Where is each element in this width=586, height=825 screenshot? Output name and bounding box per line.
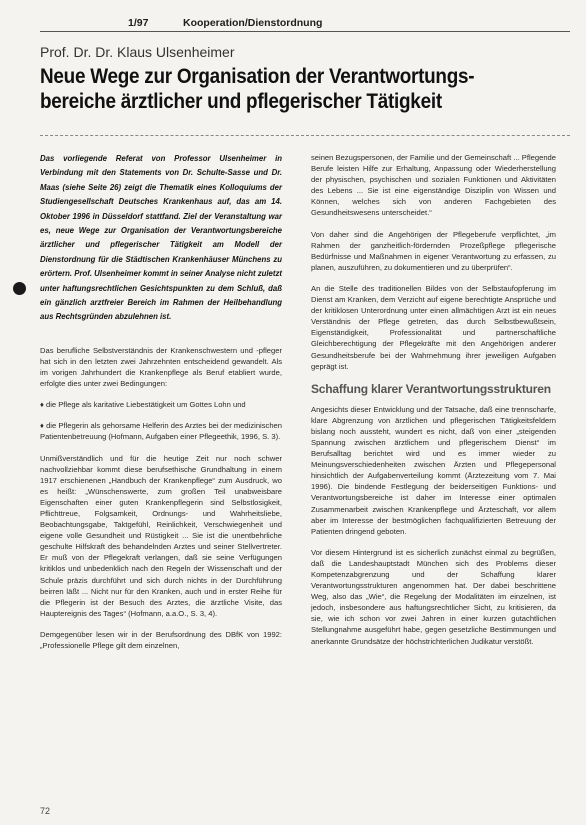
body-paragraph: Unmißverständlich und für die heutige Zeit nur noch schwer nachvollziehbar kommt diese berufsethische Grundhaltung in einem 1917 erschienenen „Handbuch der Krankenpflege“ zum Ausdruck, wo es heißt: „Wünschenswerte, zum großen Teil unabweisbare Eigenschaften einer guten Krankenpflegerin sind Selbstlosigkeit, Pflichttreue, Folgsamkeit, Ordnungs- und Wahrheitsliebe, Beobachtungsgabe, Taktgefühl, Reinlichkeit, Verschwiegenheit und eigene volle Gesundheit und Rüstigkeit ... Sie ist die unentbehrliche geschulte Hilfskraft des behandelnden Arztes und seiner Stellvertreter. Er muß von der Pflegekraft verlangen, daß sie seine Verfügungen kritiklos und unbedenklich nach den Regeln der Wissenschaft und der Schule präzis durchführt und sich durch nichts in der Durchführung beirren läßt ... Nicht nur für den Kranken, auch und in erster Reihe für die Pflegerin ist der Besuch des Arztes, die ärztliche Visite, das Hauptereignis des Tages“ (Hofmann, a.a.O., S. 3, 4). xyxy=(40,453,282,618)
body-paragraph: Vor diesem Hintergrund ist es sicherlich zunächst einmal zu begrüßen, daß die Landeshauptstadt München sich des Problems dieser Kompetenzabgrenzung und der Schaffung klarer Verantwortungsstrukturen angenommen hat. Der dabei beschrittene Weg, also das „Wie“, die Regelung der Modalitäten im einzelnen, ist jedoch, insbesondere aus haftungsrechtlicher Sicht, zu kritisieren, da sie, wie ich schon vor zwei Jahren in einer kurzen gutachtlichen Stellungnahme ausgeführt habe, gegen gesetzliche Bestimmungen und anerkannte Grundsätze der höchstrichterlichen Judikatur verstößt. xyxy=(311,547,556,646)
running-header xyxy=(20,14,570,32)
header-rule xyxy=(40,31,570,32)
right-column xyxy=(311,152,556,657)
section-title: Kooperation/Dienstordnung xyxy=(183,17,323,29)
title-rule xyxy=(40,135,570,136)
body-paragraph: Das berufliche Selbstverständnis der Krankenschwestern und -pfleger hat sich in den letzten zwei Jahrzehnten entscheidend gewandelt. Als im vorigen Jahrhundert die Krankenpflege als Beruf etabliert wurde, erfolgte dies unter zwei Bedingungen: xyxy=(40,345,282,389)
body-paragraph: An die Stelle des traditionellen Bildes von der Selbstaufopferung im Dienst am Kranken, dem Verzicht auf eigene berechtigte Ansprüche und der kritiklosen Unterordnung unter einen allmächtigen Arzt ist ein neues Verständnis der Pflege getreten, das durch Selbstbewußtsein, Eigenständigkeit, Professionalität und partnerschaftliche Gleichberechtigung der Pflegekräfte mit den Angehörigen anderer Gesundheitsberufe bei der Wahrnehmung ihrer jeweiligen Aufgaben geprägt ist. xyxy=(311,283,556,371)
section-subheading: Schaffung klarer Verantwortungsstrukturen xyxy=(311,381,551,396)
body-paragraph: Angesichts dieser Entwicklung und der Tatsache, daß eine trennscharfe, klare Abgrenzung von ärztlichen und pflegerischen Tätigkeitsfeldern bislang noch aussteht, wundert es nicht, daß von einer „steigenden Spannung zwischen ärztlichem und pflegerischem Dienst“ im Berufsalltag berichtet wird und es immer wieder zu Meinungsverschiedenheiten zwischen Ärzten und Pflegepersonal hinsichtlich der Aufgabenverteilung kommt (Ärztezeitung vom 7. Mai 1996). Die bindende Festlegung der beiderseitigen Funktions- und Verantwortungsbereiche ist daher im Interesse einer optimalen Zusammenarbeit zwischen Krankenpflege und Ärzteschaft, vor allem aber im Interesse der bestmöglichen fachqualifizierten Betreuung der Patienten dringend geboten. xyxy=(311,404,556,536)
body-paragraph: seinen Bezugspersonen, der Familie und der Gemeinschaft ... Pflegende Berufe leisten Hilfe zur Erhaltung, Anpassung oder Wiederherstellung der physischen, psychischen und sozialen Funktionen und Aktivitäten des Lebens ... Sie ist eine eigenständige Disziplin von Wissen und Können, welches sich von anderen Fachgebieten des Gesundheitswesens unterscheidet.“ xyxy=(311,153,556,218)
title-line-1: Neue Wege zur Organisation der Verantwortungs- xyxy=(40,64,475,88)
article-intro: Das vorliegende Referat von Professor Ulsenheimer in Verbindung mit den Statements von Dr. Schulte-Sasse und Dr. Maas (siehe Seite 26) zeigt die Thematik eines Kolloquiums der Studiengesellschaft Deutsches Krankenhaus auf, das am 14. Oktober 1996 in Düsseldorf stattfand. Ziel der Veranstaltung war es, neue Wege zur Organisation der Verantwortungsbereiche ärztlicher und pflegerischer Tätigkeit am Modell der Dienstordnung für die Städtischen Krankenhäuser Münchens zu erörtern. Prof. Ulsenheimer kommt in seiner Analyse nicht zuletzt unter haftungsrechtlichen Gesichtspunkten zu dem Schluß, daß ein gänzlich arztfreier Bereich im Rahmen der Heilbehandlung aus Rechtsgründen abzulehnen ist. xyxy=(40,154,282,322)
title-line-2: bereiche ärztlicher und pflegerischer Tätigkeit xyxy=(40,89,442,113)
list-item: ♦ die Pflegerin als gehorsame Helferin des Arztes bei der medizinischen Patientenbetreuung (Hofmann, Aufgaben einer Pflegeethik, 1996, S. 3). xyxy=(40,421,282,442)
issue-number: 1/97 xyxy=(128,17,149,29)
body-paragraph: Demgegenüber lesen wir in der Berufsordnung des DBfK von 1992: „Professionelle Pflege gilt dem einzelnen, xyxy=(40,629,282,651)
body-paragraph: Von daher sind die Angehörigen der Pflegeberufe verpflichtet, „im Rahmen der ganzheitlich-fördernden Prozeßpflege pflegerische Bedürfnisse und Maßnahmen in eigener Verantwortung zu erfassen, zu planen, auszuführen, zu dokumentieren und zu überprüfen“. xyxy=(311,229,556,272)
page-number: 72 xyxy=(40,806,51,816)
article-author: Prof. Dr. Dr. Klaus Ulsenheimer xyxy=(40,44,235,60)
article-title xyxy=(40,64,498,114)
left-column xyxy=(40,152,282,661)
punch-hole xyxy=(13,282,26,295)
list-item: ♦ die Pflege als karitative Liebestätigkeit um Gottes Lohn und xyxy=(40,400,246,410)
